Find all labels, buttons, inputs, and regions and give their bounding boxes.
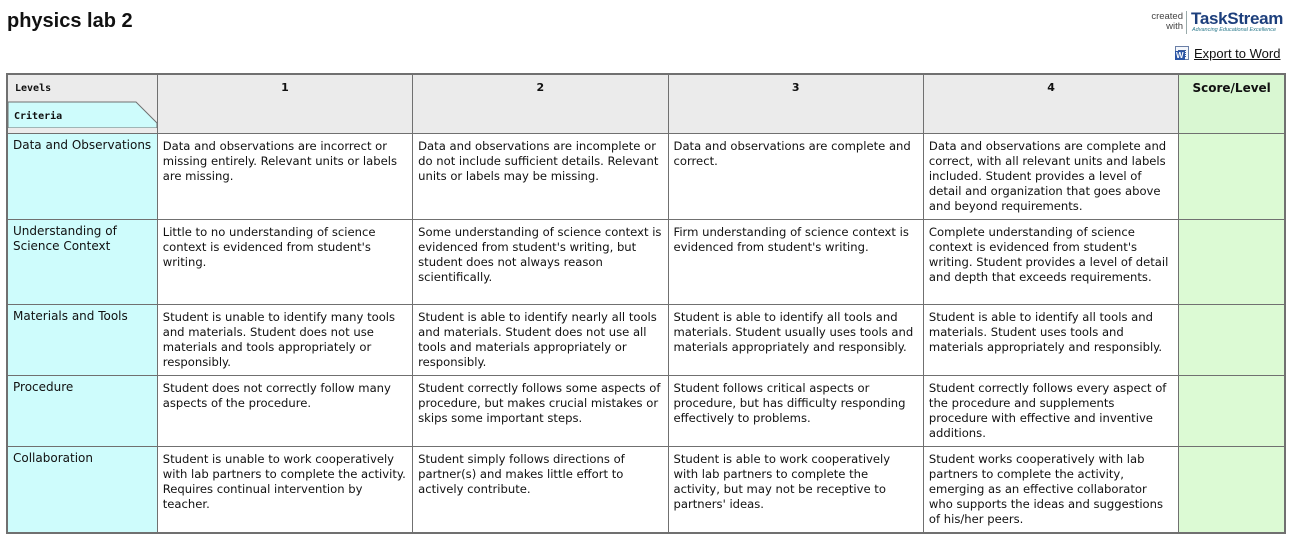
descriptor-cell: Student is able to work cooperatively with lab partners to complete the activity, but may not be receptive to partners' ideas. bbox=[668, 447, 923, 534]
descriptor-cell: Complete understanding of science context is evidenced from student's writing. Student provides a level of detail and depth that exceeds requirements. bbox=[923, 220, 1178, 305]
descriptor-cell: Little to no understanding of science context is evidenced from student's writing. bbox=[157, 220, 412, 305]
criterion-understanding-of-science-context: Understanding of Science Context bbox=[7, 220, 157, 305]
rubric-table bbox=[6, 73, 1286, 534]
criterion-collaboration: Collaboration bbox=[7, 447, 157, 534]
descriptor-cell: Data and observations are complete and correct. bbox=[668, 134, 923, 220]
taskstream-logo bbox=[1140, 10, 1290, 36]
criterion-procedure: Procedure bbox=[7, 376, 157, 447]
brand-created-with bbox=[1145, 12, 1183, 32]
brand-name: TaskStream bbox=[1191, 9, 1284, 28]
levels-label: Levels bbox=[15, 83, 52, 94]
descriptor-cell: Data and observations are incomplete or do not include sufficient details. Relevant units or labels may be missing. bbox=[413, 134, 668, 220]
export-to-word-link[interactable]: Export to Word bbox=[1194, 45, 1281, 61]
rubric-row bbox=[7, 447, 1285, 534]
rubric-corner-cell bbox=[7, 74, 157, 134]
score-cell[interactable] bbox=[1179, 305, 1285, 376]
score-cell[interactable] bbox=[1179, 447, 1285, 534]
descriptor-cell: Student works cooperatively with lab partners to complete the activity, emerging as an effective collaborator who supports the ideas and suggestions of his/her peers. bbox=[923, 447, 1178, 534]
level-header-1: 1 bbox=[157, 74, 412, 134]
descriptor-cell: Student is able to identify all tools and materials. Student uses tools and materials appropriately and responsibly. bbox=[923, 305, 1178, 376]
descriptor-cell: Data and observations are complete and correct, with all relevant units and labels included. Student provides a level of detail and organization that goes above and beyond requirements. bbox=[923, 134, 1178, 220]
brand-tagline: Advancing Educational Excellence bbox=[1192, 27, 1277, 33]
descriptor-cell: Student is unable to identify many tools and materials. Student does not use materials and tools appropriately or responsibly. bbox=[157, 305, 412, 376]
brand-created-line1: created bbox=[1151, 11, 1183, 22]
descriptor-cell: Student is able to identify all tools and materials. Student usually uses tools and materials appropriately and responsibly. bbox=[668, 305, 923, 376]
page-title: physics lab 2 bbox=[7, 10, 133, 32]
level-header-4: 4 bbox=[923, 74, 1178, 134]
descriptor-cell: Student does not correctly follow many aspects of the procedure. bbox=[157, 376, 412, 447]
score-cell[interactable] bbox=[1179, 134, 1285, 220]
brand-divider bbox=[1186, 11, 1187, 34]
descriptor-cell: Student simply follows directions of partner(s) and makes little effort to actively contribute. bbox=[413, 447, 668, 534]
criterion-materials-and-tools: Materials and Tools bbox=[7, 305, 157, 376]
descriptor-cell: Student is able to identify nearly all tools and materials. Student does not use all tools and materials appropriately or responsibly. bbox=[413, 305, 668, 376]
level-header-3: 3 bbox=[668, 74, 923, 134]
descriptor-cell: Student is unable to work cooperatively with lab partners to complete the activity. Requires continual intervention by teacher. bbox=[157, 447, 412, 534]
score-cell[interactable] bbox=[1179, 376, 1285, 447]
brand-created-line2: with bbox=[1166, 21, 1183, 32]
word-document-icon[interactable] bbox=[1175, 46, 1189, 60]
score-cell[interactable] bbox=[1179, 220, 1285, 305]
descriptor-cell: Data and observations are incorrect or missing entirely. Relevant units or labels are missing. bbox=[157, 134, 412, 220]
criterion-data-and-observations: Data and Observations bbox=[7, 134, 157, 220]
rubric-row bbox=[7, 134, 1285, 220]
descriptor-cell: Student follows critical aspects or procedure, but has difficulty responding effectively to problems. bbox=[668, 376, 923, 447]
descriptor-cell: Some understanding of science context is evidenced from student's writing, but student does not always reason scientifically. bbox=[413, 220, 668, 305]
export-to-word[interactable] bbox=[1175, 45, 1280, 61]
score-level-header: Score/Level bbox=[1179, 74, 1285, 134]
rubric-row bbox=[7, 220, 1285, 305]
rubric-row bbox=[7, 305, 1285, 376]
rubric-row bbox=[7, 376, 1285, 447]
descriptor-cell: Student correctly follows some aspects of procedure, but makes crucial mistakes or skips some important steps. bbox=[413, 376, 668, 447]
level-header-2: 2 bbox=[413, 74, 668, 134]
descriptor-cell: Student correctly follows every aspect of the procedure and supplements procedure with effective and inventive additions. bbox=[923, 376, 1178, 447]
descriptor-cell: Firm understanding of science context is evidenced from student's writing. bbox=[668, 220, 923, 305]
rubric-header-row bbox=[7, 74, 1285, 134]
criteria-label: Criteria bbox=[14, 111, 63, 122]
